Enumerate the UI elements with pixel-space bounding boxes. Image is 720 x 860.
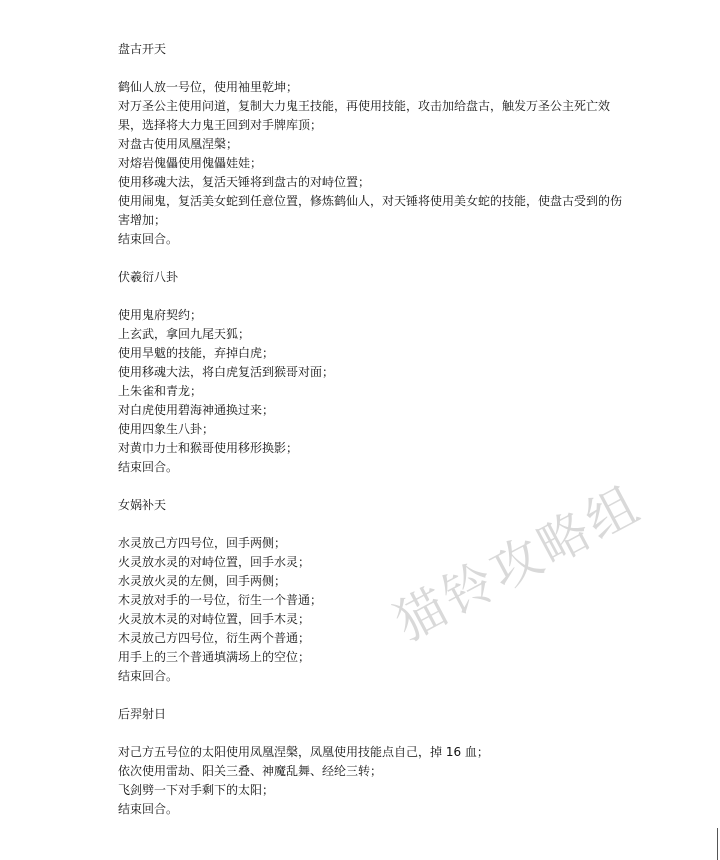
step-line: 使用移魂大法，复活天锤将到盘古的对峙位置； <box>118 175 371 189</box>
step-line: 对熔岩傀儡使用傀儡娃娃； <box>118 156 263 170</box>
step-line: 结束回合。 <box>118 802 179 816</box>
step-line: 用手上的三个普通填满场上的空位； <box>118 650 311 664</box>
step-line: 使用旱魃的技能，弃掉白虎； <box>118 346 275 360</box>
step-line: 结束回合。 <box>118 460 179 474</box>
step-line: 依次使用雷劫、阳关三叠、神魔乱舞、经纶三转； <box>118 764 383 778</box>
step-line: 水灵放火灵的左侧，回手两侧； <box>118 574 287 588</box>
step-line: 对万圣公主使用问道，复制大力鬼王技能，再使用技能，攻击加给盘古，触发万圣公主死亡效果，选择将大力鬼王回到对手牌库顶； <box>118 99 611 132</box>
step-line: 火灵放水灵的对峙位置，回手水灵； <box>118 555 311 569</box>
step-line: 对己方五号位的太阳使用凤凰涅槃，凤凰使用技能点自己，掉 16 血； <box>118 745 489 759</box>
step-line: 木灵放己方四号位，衍生两个普通； <box>118 631 311 645</box>
page-edge-divider <box>717 828 718 860</box>
step-line: 对黄巾力士和猴哥使用移形换影； <box>118 441 299 455</box>
step-line: 水灵放己方四号位，回手两侧； <box>118 536 287 550</box>
step-line: 结束回合。 <box>118 669 179 683</box>
step-line: 鹤仙人放一号位，使用袖里乾坤； <box>118 80 299 94</box>
step-line: 使用四象生八卦； <box>118 422 215 436</box>
step-line: 使用移魂大法，将白虎复活到猴哥对面； <box>118 365 335 379</box>
step-line: 使用鬼府契约； <box>118 308 203 322</box>
watermark: 猫铃攻略组 <box>385 474 652 653</box>
step-line: 火灵放木灵的对峙位置，回手木灵； <box>118 612 311 626</box>
step-line: 上玄武，拿回九尾天狐； <box>118 327 251 341</box>
section-title-fuxi: 伏羲衍八卦 <box>118 270 179 284</box>
strategy-document <box>118 40 678 819</box>
step-line: 使用闹鬼，复活美女蛇到任意位置，修炼鹤仙人，对天锤将使用美女蛇的技能，使盘古受到的伤害增加； <box>118 194 623 227</box>
step-line: 木灵放对手的一号位，衍生一个普通； <box>118 593 323 607</box>
step-line: 上朱雀和青龙； <box>118 384 203 398</box>
step-line: 对白虎使用碧海神通换过来； <box>118 403 275 417</box>
step-line: 结束回合。 <box>118 232 179 246</box>
step-line: 飞剑劈一下对手剩下的太阳； <box>118 783 275 797</box>
step-line: 对盘古使用凤凰涅槃； <box>118 137 239 151</box>
section-title-pangu: 盘古开天 <box>118 42 167 56</box>
section-title-houyi: 后羿射日 <box>118 707 167 721</box>
section-title-nuwa: 女娲补天 <box>118 498 167 512</box>
